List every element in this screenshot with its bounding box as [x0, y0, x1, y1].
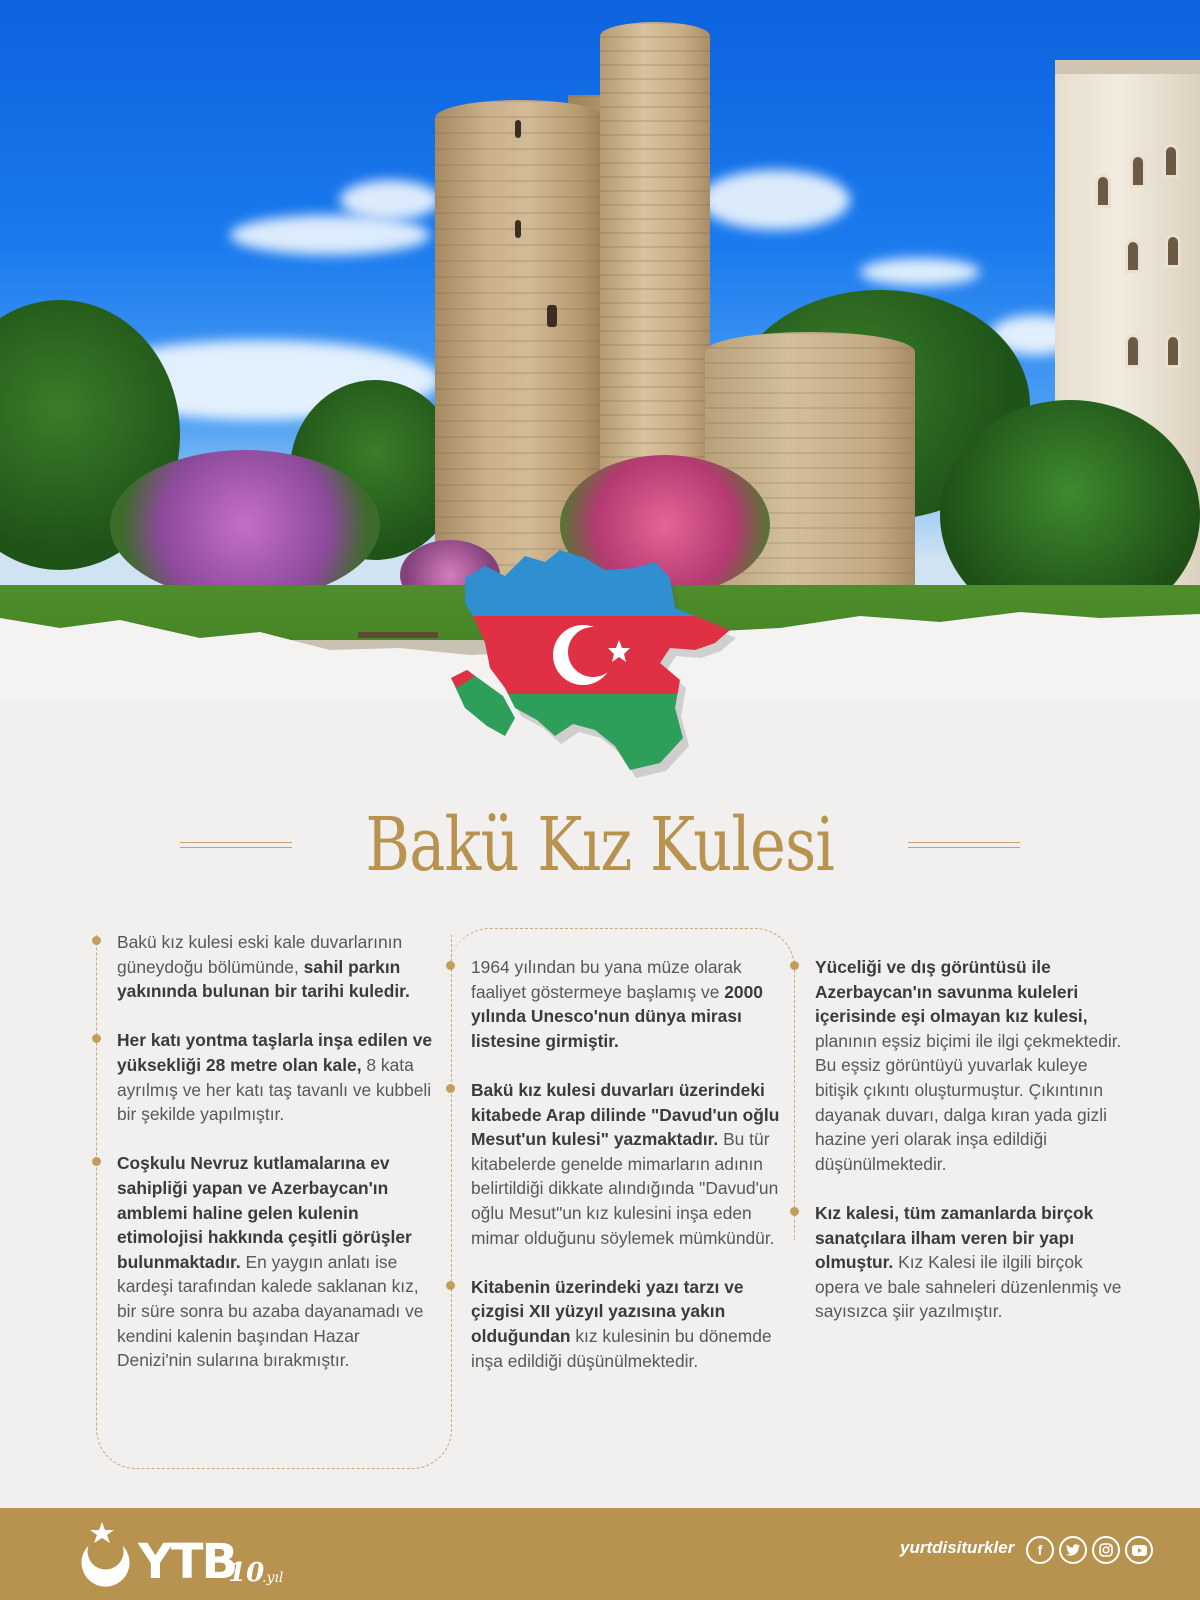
ytb-crescent-star-icon — [72, 1522, 136, 1590]
paragraph: Her katı yontma taşlarla inşa edilen ve yüksekliği 28 metre olan kale, 8 kata ayrılmış ve her katı taş tavanlı ve kubbeli bir şekilde yapılmıştır. — [95, 1028, 435, 1126]
column-left — [95, 930, 435, 1397]
twitter-icon[interactable] — [1059, 1536, 1087, 1564]
ytb-years-suffix: .yıl — [262, 1570, 284, 1586]
title-rule-left — [180, 842, 292, 848]
paragraph: Yüceliği ve dış görüntüsü ile Azerbaycan'ın savunma kuleleri içerisinde eşi olmayan kız kulesi, planının eşsiz biçimi ile ilgi çekmektedir. Bu eşsiz görüntüyü yuvarlak kuleye bitişik çıkıntı oluşturmuştur. Çıkıntının dayanak duvarı, dalga kıran yada gizli hazine yeri olarak inşa edildiği düşünülmektedir. — [793, 955, 1123, 1176]
ytb-years: 10 — [228, 1558, 265, 1588]
footer — [0, 1508, 1200, 1600]
cloud — [230, 215, 430, 255]
paragraph: Bakü kız kulesi eski kale duvarlarının güneydoğu bölümünde, sahil parkın yakınında bulunan bir tarihi kuledir. — [95, 930, 435, 1004]
paragraph: Kız kalesi, tüm zamanlarda birçok sanatçılara ilham veren bir yapı olmuştur. Kız Kalesi ile ilgili birçok opera ve bale sahneleri düzenlenmiş ve sayısızca şiir yazılmıştır. — [793, 1201, 1123, 1324]
column-middle — [449, 955, 789, 1398]
column-right — [793, 955, 1123, 1349]
social-handle[interactable]: yurtdisiturkler — [900, 1538, 1015, 1557]
title-rule-right — [908, 842, 1020, 848]
title-row — [0, 802, 1200, 888]
youtube-icon[interactable] — [1125, 1536, 1153, 1564]
paragraph: Kitabenin üzerindeki yazı tarzı ve çizgisi XII yüzyıl yazısına yakın olduğundan kız kulesinin bu dönemde inşa edildiği düşünülmektedir. — [449, 1275, 789, 1373]
ytb-logo[interactable] — [72, 1516, 292, 1596]
flag-blue-band — [445, 548, 745, 616]
paragraph: Coşkulu Nevruz kutlamalarına ev sahipliği yapan ve Azerbaycan'ın amblemi haline gelen kulenin etimolojisi hakkında çeşitli görüşler bulunmaktadır. En yaygın anlatı ise kardeşi tarafından kalede saklanan kız, bir süre sonra bu azaba dayanamadı ve kendini kalenin başından Hazar Denizi'nin sularına bırakmıştır. — [95, 1151, 435, 1372]
page-title: Bakü Kız Kulesi — [365, 802, 835, 888]
instagram-icon[interactable] — [1092, 1536, 1120, 1564]
cloud — [340, 180, 440, 220]
ytb-wordmark: YTB — [138, 1534, 237, 1590]
facebook-icon[interactable]: f — [1026, 1536, 1054, 1564]
paragraph: Bakü kız kulesi duvarları üzerindeki kitabede Arap dilinde "Davud'un oğlu Mesut'un kulesi" yazmaktadır. Bu tür kitabelerde genelde mimarların adının belirtildiği dikkate alındığında "Davud'un oğlu Mesut"un kız kulesini inşa eden mimar olduğunu söylemek mümkündür. — [449, 1078, 789, 1250]
cloud — [700, 170, 850, 230]
cloud — [860, 258, 980, 286]
azerbaijan-flag-map — [445, 548, 745, 788]
paragraph: 1964 yılından bu yana müze olarak faaliyet göstermeye başlamış ve 2000 yılında Unesco'nun dünya mirası listesine girmiştir. — [449, 955, 789, 1053]
flowering-tree — [110, 450, 380, 600]
